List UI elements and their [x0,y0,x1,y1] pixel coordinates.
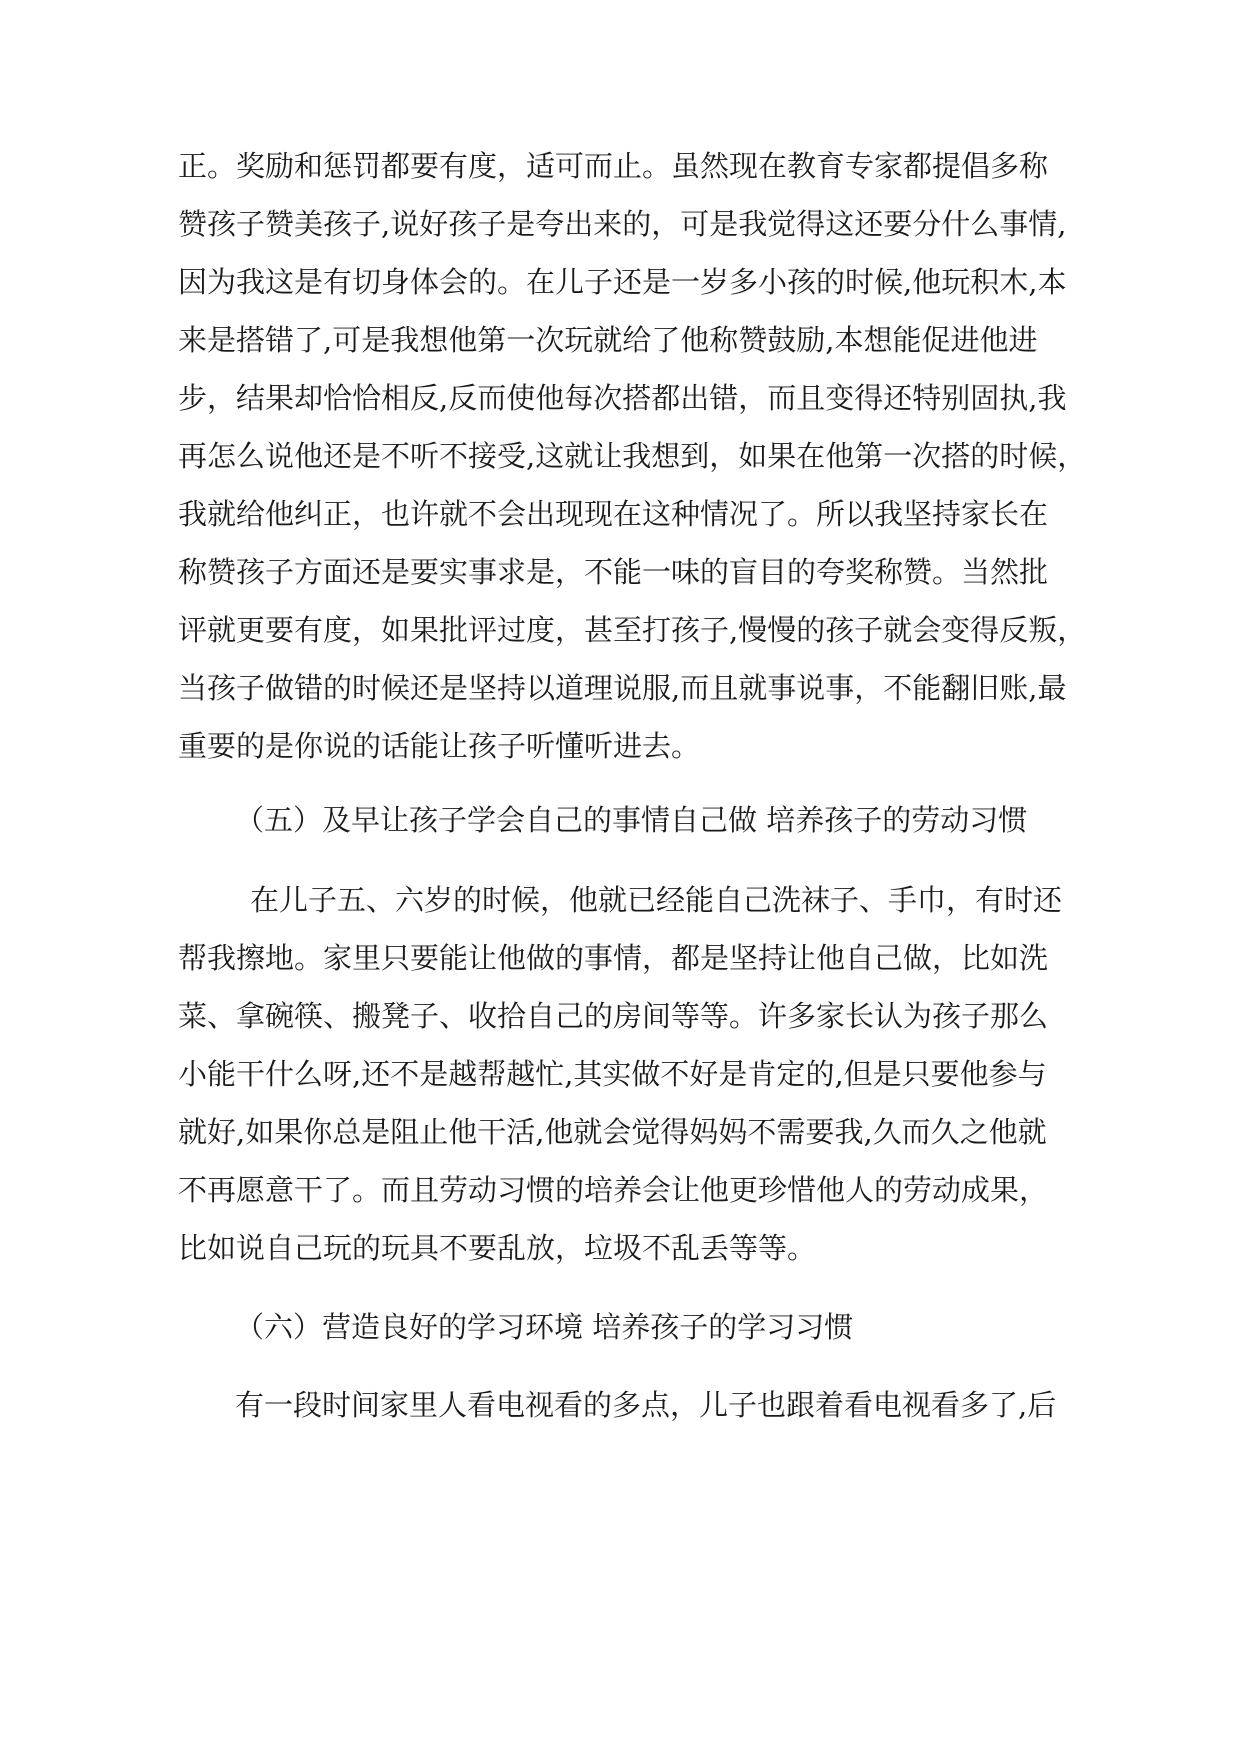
text-line: 重要的是你说的话能让孩子听懂听进去。 [178,729,701,763]
text-line: 正。奖励和惩罚都要有度，适可而止。虽然现在教育专家都提倡多称 [178,149,1049,183]
text-line: 来是搭错了,可是我想他第一次玩就给了他称赞鼓励,本想能促进他进 [178,323,1038,357]
text-line: 不再愿意干了。而且劳动习惯的培养会让他更珍惜他人的劳动成果， [178,1173,1049,1207]
text-line: 有一段时间家里人看电视看的多点，儿子也跟着看电视看多了,后 [235,1388,1057,1422]
text-line: 小能干什么呀,还不是越帮越忙,其实做不好是肯定的,但是只要他参与 [178,1057,1047,1091]
text-line: 赞孩子赞美孩子,说好孩子是夸出来的，可是我觉得这还要分什么事情, [178,207,1067,241]
text-line: 帮我擦地。家里只要能让他做的事情，都是坚持让他自己做，比如洗 [178,941,1049,975]
text-line: 菜、拿碗筷、搬凳子、收拾自己的房间等等。许多家长认为孩子那么 [178,999,1049,1033]
text-line: 当孩子做错的时候还是坚持以道理说服,而且就事说事，不能翻旧账,最 [178,671,1067,705]
text-line: 称赞孩子方面还是要实事求是，不能一味的盲目的夸奖称赞。当然批 [178,555,1049,589]
text-line: 因为我这是有切身体会的。在儿子还是一岁多小孩的时候,他玩积木,本 [178,265,1067,299]
text-line: 比如说自己玩的玩具不要乱放，垃圾不乱丢等等。 [178,1231,817,1265]
text-line: 再怎么说他还是不听不接受,这就让我想到，如果在他第一次搭的时候， [178,439,1087,473]
section-heading: （五）及早让孩子学会自己的事情自己做 培养孩子的劳动习惯 [235,803,1028,837]
section-heading: （六）营造良好的学习环境 培养孩子的学习习惯 [235,1310,854,1344]
text-line: 在儿子五、六岁的时候，他就已经能自己洗袜子、手巾，有时还 [250,883,1063,917]
text-line: 步，结果却恰恰相反,反而使他每次搭都出错，而且变得还特别固执,我 [178,381,1067,415]
text-line: 就好,如果你总是阻止他干活,他就会觉得妈妈不需要我,久而久之他就 [178,1115,1047,1149]
text-line: 评就更要有度，如果批评过度，甚至打孩子,慢慢的孩子就会变得反叛， [178,613,1087,647]
text-line: 我就给他纠正，也许就不会出现现在这种情况了。所以我坚持家长在 [178,497,1049,531]
